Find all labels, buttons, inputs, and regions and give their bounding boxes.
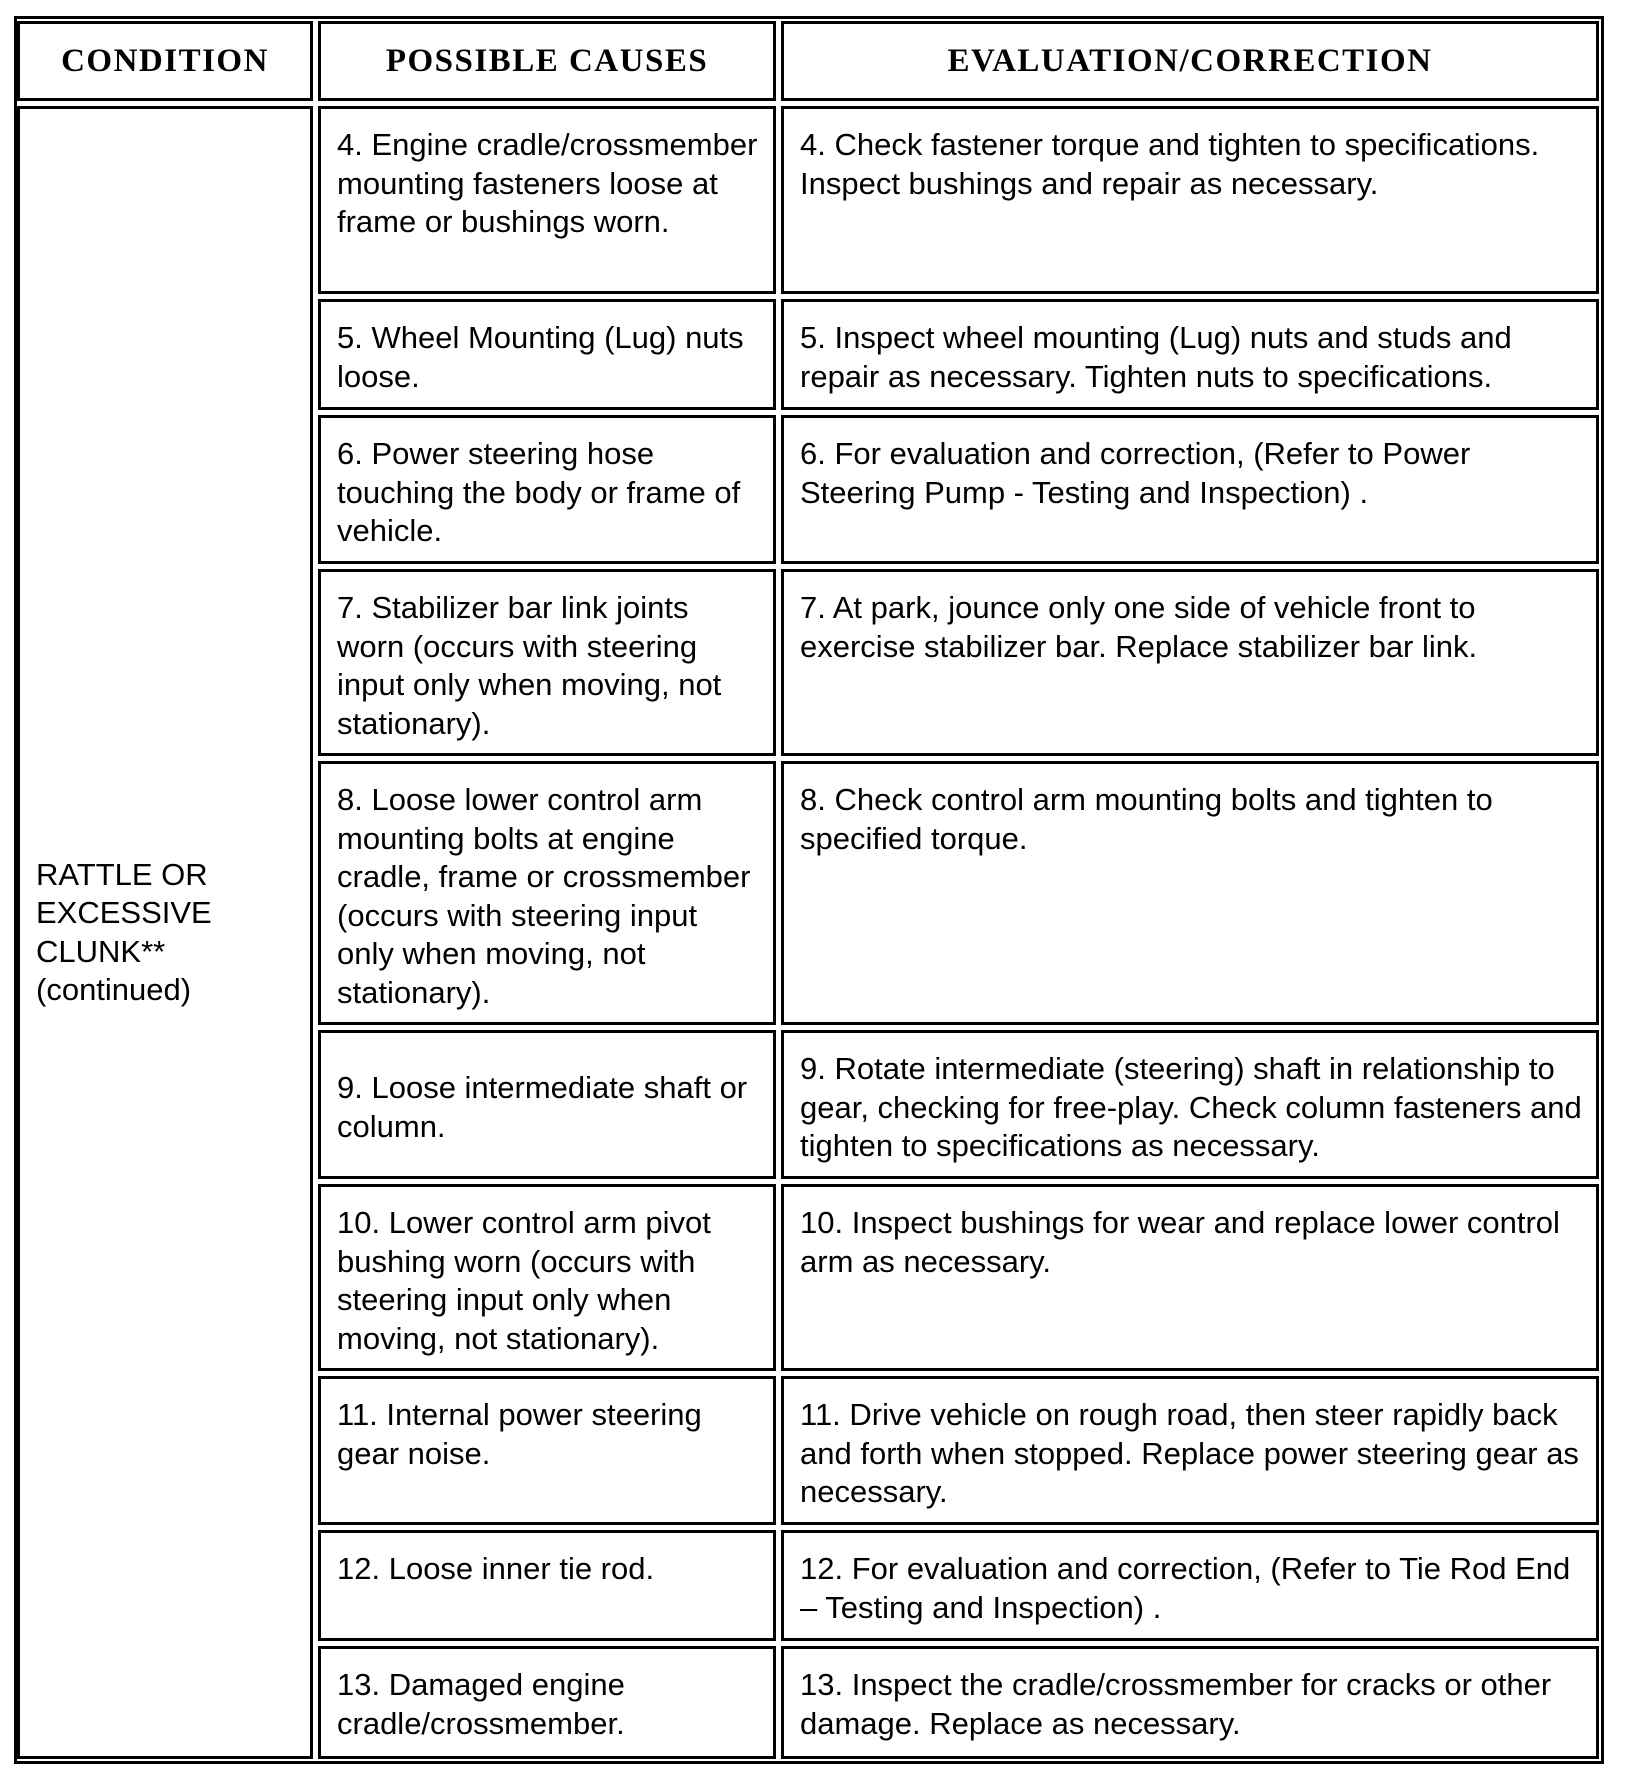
- cause-text: 7. Stabilizer bar link joints worn (occurs with steering input only when moving, not stationary).: [337, 590, 722, 741]
- correction-text: 10. Inspect bushings for wear and replace lower control arm as necessary.: [800, 1205, 1560, 1279]
- correction-text: 13. Inspect the cradle/crossmember for cracks or other damage. Replace as necessary.: [800, 1667, 1552, 1741]
- header-evaluation-correction: [781, 21, 1599, 101]
- header-condition-label: CONDITION: [61, 42, 269, 79]
- cause-text: 13. Damaged engine cradle/crossmember.: [337, 1667, 625, 1741]
- cause-text: 4. Engine cradle/crossmember mounting fasteners loose at frame or bushings worn.: [337, 127, 758, 239]
- cause-text: 9. Loose intermediate shaft or column.: [337, 1070, 748, 1144]
- correction-text: 12. For evaluation and correction, (Refer to Tie Rod End – Testing and Inspection) .: [800, 1551, 1571, 1625]
- correction-cell: [781, 1376, 1599, 1525]
- correction-cell: [781, 761, 1599, 1025]
- cause-cell: [318, 761, 776, 1025]
- condition-cell: [17, 106, 313, 1759]
- header-evaluation-label: EVALUATION/CORRECTION: [947, 42, 1433, 79]
- cause-cell: [318, 299, 776, 410]
- correction-text: 4. Check fastener torque and tighten to specifications. Inspect bushings and repair as necessary.: [800, 127, 1540, 201]
- condition-line: RATTLE OR: [36, 856, 208, 892]
- correction-cell: [781, 299, 1599, 410]
- correction-text: 6. For evaluation and correction, (Refer to Power Steering Pump - Testing and Inspection) .: [800, 436, 1471, 510]
- correction-cell: [781, 1646, 1599, 1759]
- header-condition: [17, 21, 313, 101]
- cause-cell: [318, 569, 776, 756]
- condition-line: EXCESSIVE: [36, 895, 212, 930]
- cause-text: 6. Power steering hose touching the body or frame of vehicle.: [337, 436, 741, 548]
- correction-text: 5. Inspect wheel mounting (Lug) nuts and studs and repair as necessary. Tighten nuts to specifications.: [800, 320, 1512, 394]
- correction-cell: [781, 569, 1599, 756]
- header-causes-label: POSSIBLE CAUSES: [385, 42, 709, 79]
- cause-cell: [318, 1030, 776, 1179]
- correction-text: 11. Drive vehicle on rough road, then steer rapidly back and forth when stopped. Replace power steering gear as necessary.: [800, 1397, 1579, 1509]
- correction-text: 9. Rotate intermediate (steering) shaft in relationship to gear, checking for free-play. Check column fasteners and tighten to specifications as necessary.: [800, 1051, 1582, 1163]
- condition-line: CLUNK**: [36, 933, 166, 969]
- correction-cell: [781, 106, 1599, 294]
- header-possible-causes: [318, 21, 776, 101]
- cause-cell: [318, 106, 776, 294]
- condition-text: [36, 856, 212, 1010]
- cause-cell: [318, 1184, 776, 1371]
- cause-text: 12. Loose inner tie rod.: [337, 1551, 655, 1586]
- correction-cell: [781, 1530, 1599, 1641]
- cause-text: 10. Lower control arm pivot bushing worn (occurs with steering input only when moving, not stationary).: [337, 1205, 711, 1356]
- correction-cell: [781, 1030, 1599, 1179]
- cause-cell: [318, 1530, 776, 1641]
- cause-text: 8. Loose lower control arm mounting bolts at engine cradle, frame or crossmember (occurs with steering input only when moving, not stationary).: [337, 782, 751, 1010]
- correction-cell: [781, 415, 1599, 564]
- cause-cell: [318, 1646, 776, 1759]
- correction-cell: [781, 1184, 1599, 1371]
- cause-cell: [318, 415, 776, 564]
- correction-text: 8. Check control arm mounting bolts and tighten to specified torque.: [800, 782, 1493, 856]
- condition-line: (continued): [36, 972, 192, 1007]
- cause-cell: [318, 1376, 776, 1525]
- cause-text: 11. Internal power steering gear noise.: [337, 1397, 702, 1471]
- cause-text: 5. Wheel Mounting (Lug) nuts loose.: [337, 320, 744, 394]
- correction-text: 7. At park, jounce only one side of vehicle front to exercise stabilizer bar. Replace stabilizer bar link.: [800, 590, 1478, 664]
